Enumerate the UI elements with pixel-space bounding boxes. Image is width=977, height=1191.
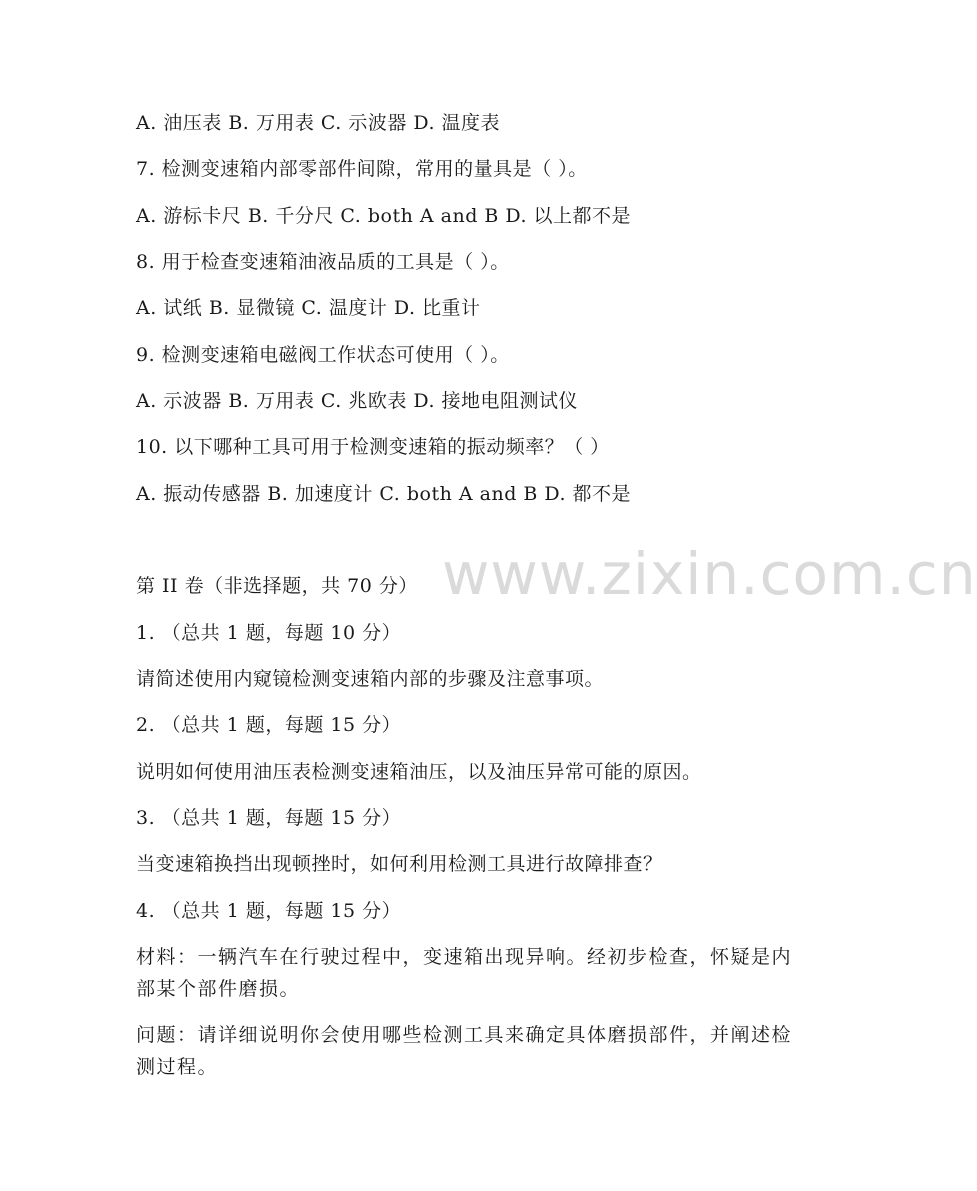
q7-options: A. 游标卡尺 B. 千分尺 C. both A and B D. 以上都不是 [136, 205, 632, 227]
item1-header: 1. （总共 1 题，每题 10 分） [136, 622, 402, 644]
item4-question: 问题：请详细说明你会使用哪些检测工具来确定具体磨损部件，并阐述检测过程。 [136, 1024, 793, 1078]
item2-text: 说明如何使用油压表检测变速箱油压，以及油压异常可能的原因。 [136, 761, 702, 783]
q10-options: A. 振动传感器 B. 加速度计 C. both A and B D. 都不是 [136, 483, 632, 505]
item1-text: 请简述使用内窥镜检测变速箱内部的步骤及注意事项。 [136, 668, 605, 690]
item3-text: 当变速箱换挡出现顿挫时，如何利用检测工具进行故障排查？ [136, 853, 663, 875]
q9-stem: 9. 检测变速箱电磁阀工作状态可使用（ ）。 [136, 344, 510, 366]
q9-options: A. 示波器 B. 万用表 C. 兆欧表 D. 接地电阻测试仪 [136, 390, 579, 412]
item2-header: 2. （总共 1 题，每题 15 分） [136, 714, 402, 736]
item3-header: 3. （总共 1 题，每题 15 分） [136, 807, 402, 829]
q10-stem: 10. 以下哪种工具可用于检测变速箱的振动频率？（ ） [136, 436, 610, 458]
q6-options: A. 油压表 B. 万用表 C. 示波器 D. 温度表 [136, 112, 501, 134]
q8-stem: 8. 用于检查变速箱油液品质的工具是（ ）。 [136, 251, 510, 273]
watermark-text: www.zixin.com.cn [442, 540, 977, 608]
item4-header: 4. （总共 1 题，每题 15 分） [136, 900, 402, 922]
q8-options: A. 试纸 B. 显微镜 C. 温度计 D. 比重计 [136, 297, 481, 319]
item4-material: 材料：一辆汽车在行驶过程中，变速箱出现异响。经初步检查，怀疑是内部某个部件磨损。 [136, 946, 793, 1000]
q7-stem: 7. 检测变速箱内部零部件间隙，常用的量具是（ ）。 [136, 158, 588, 180]
section-title: 第 II 卷（非选择题，共 70 分） [136, 575, 418, 597]
